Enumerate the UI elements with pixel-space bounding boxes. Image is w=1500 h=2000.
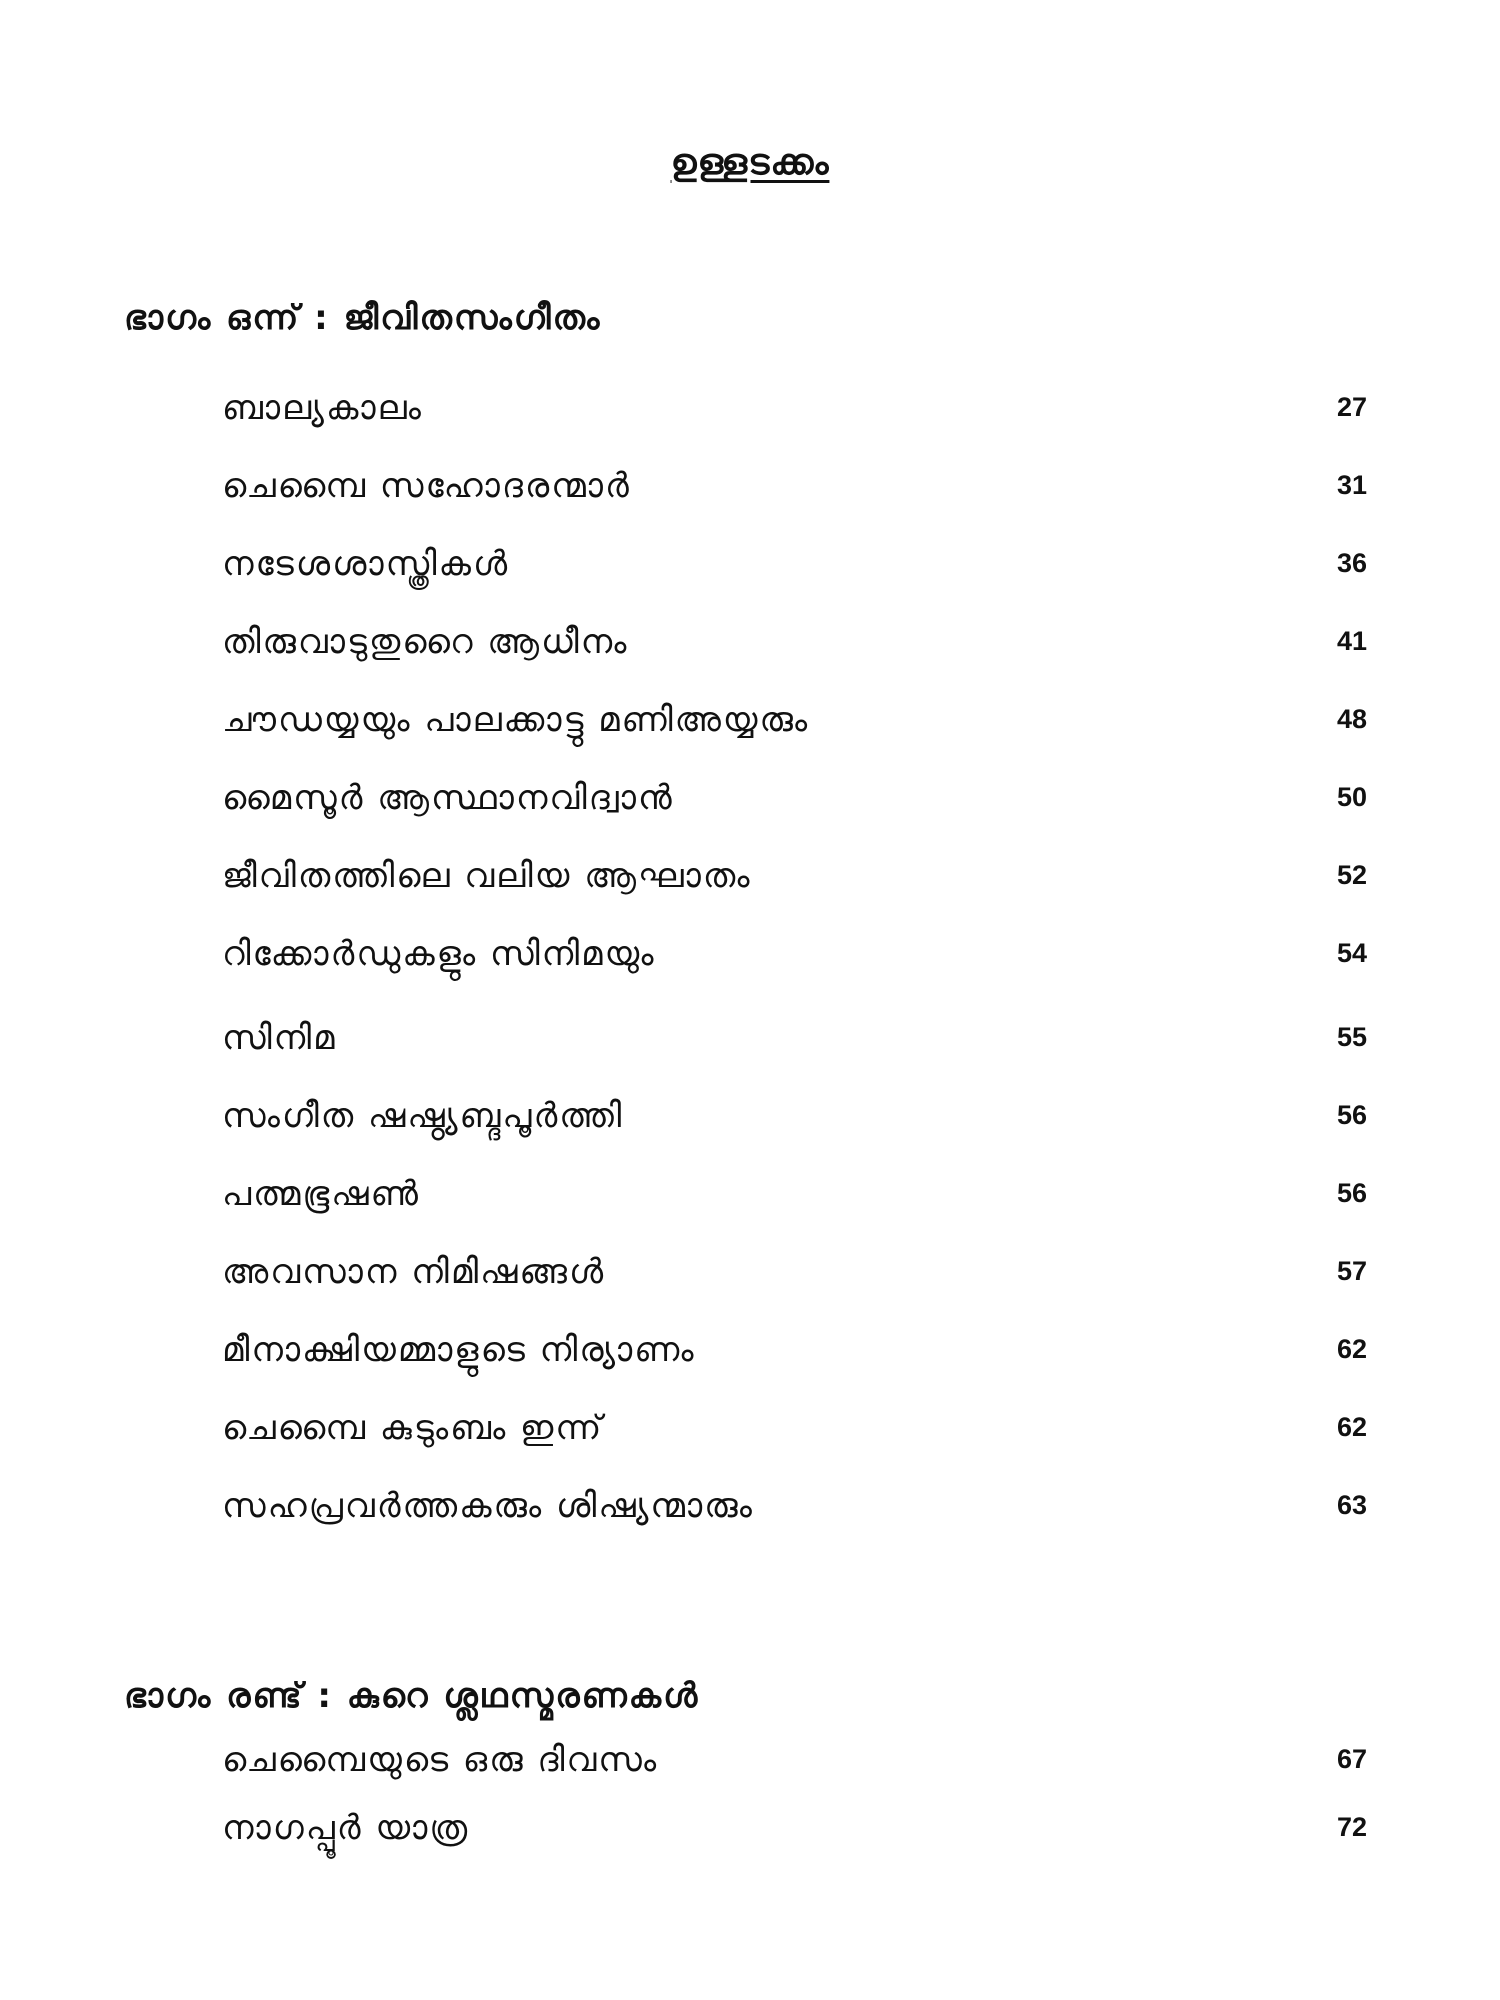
toc-entry	[222, 1174, 1367, 1224]
part-two-heading: ഭാഗം രണ്ട് : കുറെ ശ്ലഥസ്മരണകൾ	[124, 1676, 700, 1716]
toc-entry	[222, 622, 1367, 672]
toc-entry-label: പത്മഭൂഷൺ	[222, 1174, 421, 1214]
toc-entry-page: 48	[1336, 704, 1367, 734]
toc-entry-label: മൈസൂർ ആസ്ഥാനവിദ്വാൻ	[222, 778, 674, 818]
toc-entry-label: റിക്കോർഡുകളും സിനിമയും	[222, 934, 656, 974]
toc-entry-label: അവസാന നിമിഷങ്ങൾ	[222, 1252, 606, 1292]
toc-entry-page: 67	[1336, 1744, 1367, 1774]
toc-entry	[222, 1408, 1367, 1458]
toc-entry-label: ചെമ്പൈ കുടുംബം ഇന്ന്	[222, 1408, 604, 1448]
toc-entry	[222, 388, 1367, 438]
toc-entry-page: 36	[1336, 548, 1367, 578]
toc-entry-page: 56	[1336, 1178, 1367, 1208]
toc-entry-page: 31	[1336, 470, 1367, 500]
toc-entry-page: 56	[1336, 1100, 1367, 1130]
toc-entry-page: 55	[1336, 1022, 1367, 1052]
toc-entry-label: നാഗപ്പൂർ യാത്ര	[222, 1808, 470, 1848]
toc-entry-page: 41	[1336, 626, 1367, 656]
toc-entry	[222, 544, 1367, 594]
toc-entry	[222, 1486, 1367, 1536]
toc-entry	[222, 466, 1367, 516]
toc-entry-label: സംഗീത ഷഷ്ഠ്യബ്ദപൂർത്തി	[222, 1096, 624, 1136]
toc-entry	[222, 1096, 1367, 1146]
toc-entry-page: 50	[1336, 782, 1367, 812]
toc-entry-page: 63	[1336, 1490, 1367, 1520]
toc-entry-label: ചൗഡയ്യയും പാലക്കാട്ടു മണിഅയ്യരും	[222, 700, 810, 740]
toc-entry	[222, 700, 1367, 750]
toc-entry	[222, 934, 1367, 984]
toc-entry	[222, 1252, 1367, 1302]
toc-entry-label: തിരുവാടുതുറൈ ആധീനം	[222, 622, 629, 662]
toc-entry-label: ചെമ്പൈയുടെ ഒരു ദിവസം	[222, 1740, 659, 1780]
toc-entry-page: 27	[1336, 392, 1367, 422]
part-one-heading: ഭാഗം ഒന്ന് : ജീവിതസംഗീതം	[124, 298, 602, 338]
toc-entry-page: 62	[1336, 1412, 1367, 1442]
toc-entry	[222, 1018, 1367, 1068]
toc-entry-page: 57	[1336, 1256, 1367, 1286]
toc-entry-label: മീനാക്ഷിയമ്മാളുടെ നിര്യാണം	[222, 1330, 696, 1370]
toc-entry-label: ബാല്യകാലം	[222, 388, 423, 428]
toc-entry-label: നടേശശാസ്ത്രികൾ	[222, 544, 510, 584]
toc-entry-label: ചെമ്പൈ സഹോദരന്മാർ	[222, 466, 631, 506]
toc-entry	[222, 1330, 1367, 1380]
page-title: ഉള്ളടക്കം	[670, 142, 830, 183]
toc-entry-page: 62	[1336, 1334, 1367, 1364]
toc-entry-page: 72	[1336, 1812, 1367, 1842]
toc-entry-page: 54	[1336, 938, 1367, 968]
toc-entry	[222, 1808, 1367, 1858]
toc-entry-label: സഹപ്രവർത്തകരും ശിഷ്യന്മാരും	[222, 1486, 754, 1526]
toc-entry	[222, 778, 1367, 828]
toc-entry-label: ജീവിതത്തിലെ വലിയ ആഘാതം	[222, 856, 752, 896]
toc-entry	[222, 1740, 1367, 1790]
toc-entry-label: സിനിമ	[222, 1018, 337, 1058]
toc-entry	[222, 856, 1367, 906]
toc-entry-page: 52	[1336, 860, 1367, 890]
